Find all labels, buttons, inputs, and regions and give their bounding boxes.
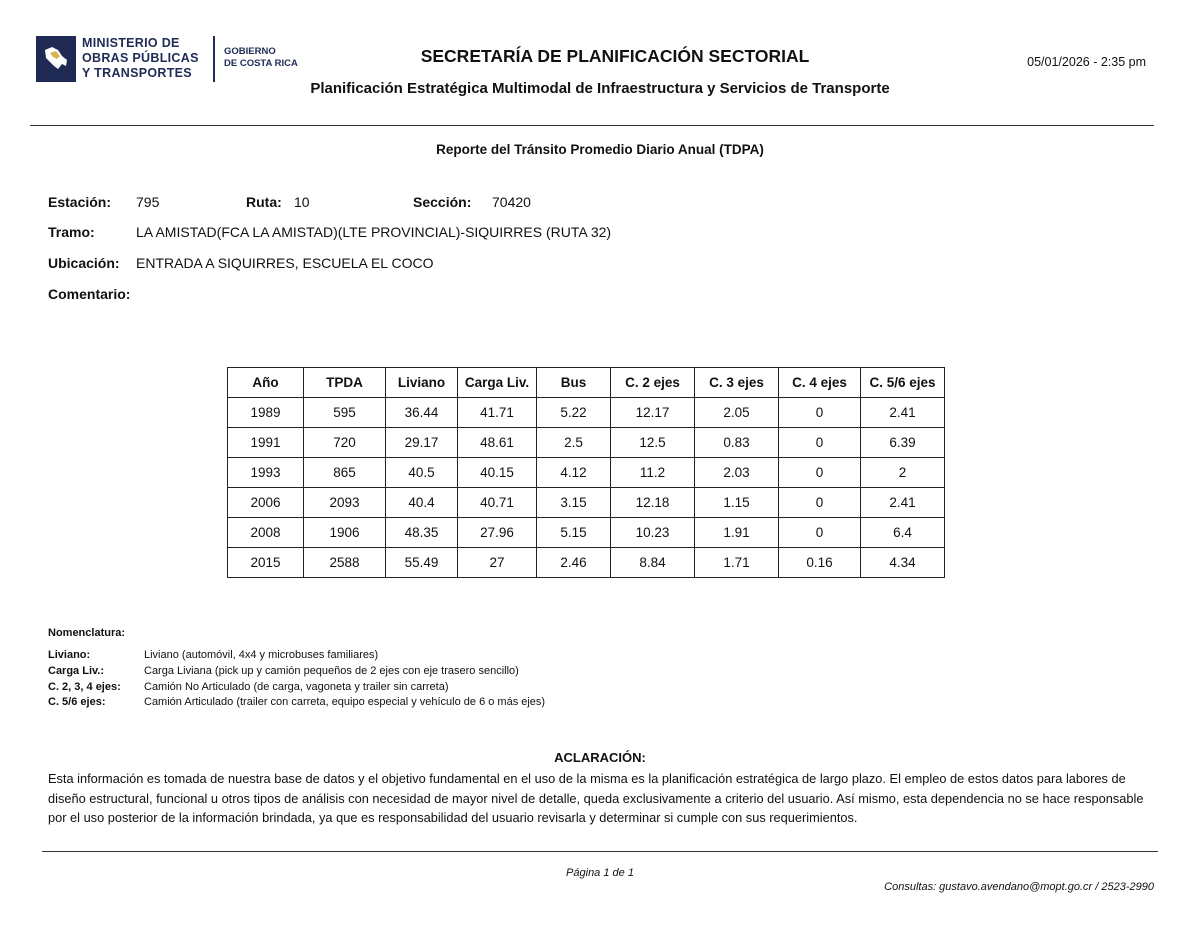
mopt-logo [36,36,76,82]
table-cell: 40.15 [458,458,537,488]
table-cell: 5.22 [537,398,611,428]
nomenclatura-desc: Liviano (automóvil, 4x4 y microbuses familiares) [144,649,379,661]
col-header-c56-ejes: C. 5/6 ejes [861,368,945,398]
table-cell: 2.41 [861,398,945,428]
table-cell: 720 [304,428,386,458]
table-row [228,458,945,488]
tramo-value: LA AMISTAD(FCA LA AMISTAD)(LTE PROVINCIAL)-SIQUIRRES (RUTA 32) [136,224,612,240]
table-header-row [228,368,945,398]
table-cell: 2008 [228,518,304,548]
table-cell: 4.12 [537,458,611,488]
nomenclatura-desc: Camión Articulado (trailer con carreta, equipo especial y vehículo de 6 o más ejes) [144,696,546,708]
table-cell: 6.39 [861,428,945,458]
aclaracion-body: Esta información es tomada de nuestra base de datos y el objetivo fundamental en el uso de la misma es la planificación estratégica de largo plazo. El empleo de estos datos para labores de diseño estructural, funcional u otros tipos de análisis con necesidad de mayor nivel de detalle, queda exclusivamente a criterio del usuario. Así mismo, esta dependencia no se hace responsable por el uso posterior de la información brindada, ya que es responsabilidad del usuario revisarla y determinar si cumple con sus requerimientos. [48,771,1144,825]
table-cell: 2.46 [537,548,611,578]
ruta-label: Ruta: [246,194,282,210]
header-divider [30,125,1154,126]
table-cell: 41.71 [458,398,537,428]
table-cell: 1989 [228,398,304,428]
table-cell: 48.35 [386,518,458,548]
table-cell: 40.4 [386,488,458,518]
nomenclatura-desc: Carga Liviana (pick up y camión pequeños de 2 ejes con eje trasero sencillo) [144,665,519,677]
gov-line-1: GOBIERNO [224,46,276,57]
table-cell: 1993 [228,458,304,488]
aclaracion-title: ACLARACIÓN: [554,750,646,765]
table-cell: 1.15 [695,488,779,518]
ministry-line-2: OBRAS PÚBLICAS [82,51,199,65]
ministry-name [82,36,199,81]
table-cell: 36.44 [386,398,458,428]
ruta-value: 10 [294,194,310,210]
table-cell: 29.17 [386,428,458,458]
table-cell: 12.17 [611,398,695,428]
table-row [228,488,945,518]
government-name [224,46,298,70]
contact-info: Consultas: gustavo.avendano@mopt.go.cr / 2523-2990 [884,881,1154,893]
table-cell: 0.83 [695,428,779,458]
ubicacion-value: ENTRADA A SIQUIRRES, ESCUELA EL COCO [136,255,434,271]
tramo-label: Tramo: [48,224,95,240]
table-cell: 2015 [228,548,304,578]
col-header-c2-ejes: C. 2 ejes [611,368,695,398]
col-header-ano: Año [228,368,304,398]
logo-divider [213,36,215,82]
table-row [228,518,945,548]
estacion-value: 795 [136,194,160,210]
table-cell: 5.15 [537,518,611,548]
table-cell: 0 [779,518,861,548]
nomenclatura-key: C. 2, 3, 4 ejes: [48,681,121,693]
nomenclatura-title: Nomenclatura: [48,627,126,639]
col-header-bus: Bus [537,368,611,398]
table-cell: 48.61 [458,428,537,458]
table-cell: 2006 [228,488,304,518]
table-cell: 27.96 [458,518,537,548]
table-cell: 2588 [304,548,386,578]
table-cell: 3.15 [537,488,611,518]
table-cell: 2 [861,458,945,488]
table-cell: 8.84 [611,548,695,578]
table-cell: 2.05 [695,398,779,428]
table-cell: 55.49 [386,548,458,578]
footer-divider [42,851,1158,852]
table-cell: 1.71 [695,548,779,578]
nomenclatura-key: Carga Liv.: [48,665,105,677]
ministry-line-1: MINISTERIO DE [82,36,180,50]
comentario-label: Comentario: [48,286,131,302]
table-cell: 40.71 [458,488,537,518]
table-cell: 0 [779,428,861,458]
table-cell: 1.91 [695,518,779,548]
page-title: SECRETARÍA DE PLANIFICACIÓN SECTORIAL [420,46,810,66]
report-datetime: 05/01/2026 - 2:35 pm [1027,55,1146,69]
gov-line-2: DE COSTA RICA [224,58,298,69]
ministry-line-3: Y TRANSPORTES [82,66,192,80]
table-cell: 12.18 [611,488,695,518]
table-cell: 0 [779,458,861,488]
table-row [228,428,945,458]
col-header-c3-ejes: C. 3 ejes [695,368,779,398]
estacion-label: Estación: [48,194,112,210]
table-cell: 2.5 [537,428,611,458]
table-cell: 11.2 [611,458,695,488]
costa-rica-map-icon [42,44,70,74]
table-cell: 10.23 [611,518,695,548]
table-cell: 0 [779,398,861,428]
table-cell: 2093 [304,488,386,518]
table-cell: 0 [779,488,861,518]
report-title: Reporte del Tránsito Promedio Diario Anual (TDPA) [436,142,764,157]
seccion-value: 70420 [492,194,531,210]
col-header-liviano: Liviano [386,368,458,398]
col-header-carga-liv: Carga Liv. [458,368,537,398]
nomenclatura-desc: Camión No Articulado (de carga, vagoneta y trailer sin carreta) [144,681,449,693]
page-number: Página 1 de 1 [566,867,634,879]
table-cell: 595 [304,398,386,428]
table-row [228,548,945,578]
table-cell: 27 [458,548,537,578]
table-cell: 12.5 [611,428,695,458]
table-cell: 6.4 [861,518,945,548]
ubicacion-label: Ubicación: [48,255,120,271]
nomenclatura-key: Liviano: [48,649,91,661]
col-header-c4-ejes: C. 4 ejes [779,368,861,398]
tdpa-table [227,367,945,578]
table-row [228,398,945,428]
table-cell: 2.41 [861,488,945,518]
table-cell: 2.03 [695,458,779,488]
table-cell: 1906 [304,518,386,548]
table-cell: 4.34 [861,548,945,578]
page-subtitle: Planificación Estratégica Multimodal de Infraestructura y Servicios de Transporte [310,80,890,97]
table-cell: 1991 [228,428,304,458]
nomenclatura-key: C. 5/6 ejes: [48,696,106,708]
col-header-tpda: TPDA [304,368,386,398]
table-cell: 0.16 [779,548,861,578]
table-cell: 40.5 [386,458,458,488]
seccion-label: Sección: [413,194,472,210]
table-cell: 865 [304,458,386,488]
